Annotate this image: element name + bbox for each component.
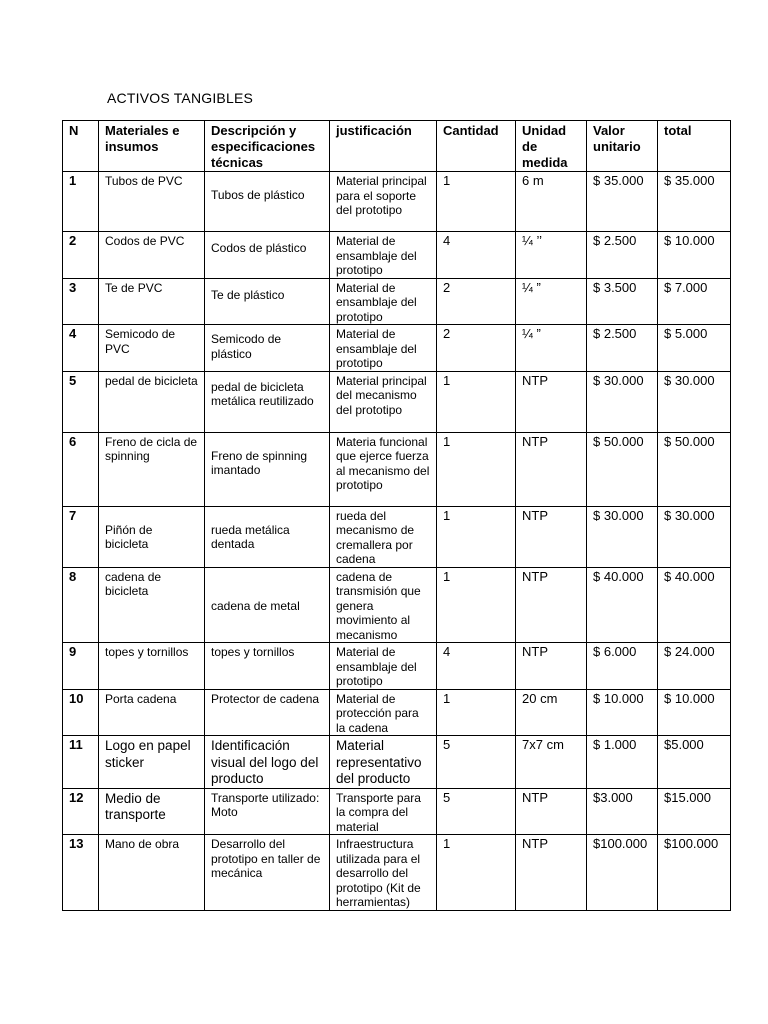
cell-descripcion <box>205 432 330 506</box>
cell-valor: $ 3.500 <box>587 278 658 325</box>
cell-valor: $3.000 <box>587 788 658 835</box>
cell-justificacion: Material de ensamblaje del prototipo <box>330 232 437 279</box>
cell-cantidad: 1 <box>437 432 516 506</box>
cell-unidad: 20 cm <box>516 689 587 736</box>
cell-n: 1 <box>63 172 99 232</box>
cell-unidad: ¼ ” <box>516 278 587 325</box>
cell-descripcion-text: cadena de metal <box>211 598 300 613</box>
cell-descripcion: Identificación visual del logo del producto <box>205 736 330 789</box>
header-justificacion: justificación <box>330 121 437 172</box>
cell-n: 5 <box>63 371 99 432</box>
cell-justificacion: rueda del mecanismo de cremallera por cadena <box>330 506 437 567</box>
cell-justificacion: Transporte para la compra del material <box>330 788 437 835</box>
cell-descripcion <box>205 278 330 325</box>
cell-descripcion: Transporte utilizado: Moto <box>205 788 330 835</box>
cell-justificacion: Material representativo del producto <box>330 736 437 789</box>
cell-descripcion-text: Codos de plástico <box>211 241 307 255</box>
cell-material: Medio de transporte <box>99 788 205 835</box>
cell-n: 10 <box>63 689 99 736</box>
cell-descripcion-text: Freno de spinning imantado <box>211 448 308 477</box>
header-n: N <box>63 121 99 172</box>
cell-valor: $ 10.000 <box>587 689 658 736</box>
header-materiales: Materiales e insumos <box>99 121 205 172</box>
table-row <box>63 643 731 690</box>
cell-valor: $ 6.000 <box>587 643 658 690</box>
cell-valor: $ 50.000 <box>587 432 658 506</box>
cell-cantidad: 1 <box>437 835 516 911</box>
cell-material: Te de PVC <box>99 278 205 325</box>
header-descripcion: Descripción y especificaciones técnicas <box>205 121 330 172</box>
cell-descripcion <box>205 371 330 432</box>
header-unidad: Unidad de medida <box>516 121 587 172</box>
cell-total: $ 7.000 <box>658 278 731 325</box>
cell-valor: $ 30.000 <box>587 506 658 567</box>
table-row <box>63 835 731 911</box>
cell-valor: $ 35.000 <box>587 172 658 232</box>
cell-n: 2 <box>63 232 99 279</box>
cell-total: $ 10.000 <box>658 232 731 279</box>
cell-unidad: NTP <box>516 835 587 911</box>
cell-valor: $100.000 <box>587 835 658 911</box>
cell-total: $ 30.000 <box>658 371 731 432</box>
cell-unidad: NTP <box>516 432 587 506</box>
cell-descripcion-text: rueda metálica dentada <box>211 522 290 551</box>
cell-unidad: 7x7 cm <box>516 736 587 789</box>
cell-total: $ 10.000 <box>658 689 731 736</box>
cell-total: $5.000 <box>658 736 731 789</box>
cell-total: $ 5.000 <box>658 325 731 372</box>
cell-n: 7 <box>63 506 99 567</box>
cell-descripcion <box>205 232 330 279</box>
cell-total: $ 50.000 <box>658 432 731 506</box>
table-row <box>63 172 731 232</box>
header-valor: Valor unitario <box>587 121 658 172</box>
cell-material: Logo en papel sticker <box>99 736 205 789</box>
cell-cantidad: 2 <box>437 278 516 325</box>
cell-justificacion: Material de ensamblaje del prototipo <box>330 278 437 325</box>
cell-n: 9 <box>63 643 99 690</box>
cell-total: $ 35.000 <box>658 172 731 232</box>
header-total: total <box>658 121 731 172</box>
cell-cantidad: 5 <box>437 736 516 789</box>
cell-unidad: NTP <box>516 643 587 690</box>
cell-descripcion: Semicodo de plástico <box>205 325 330 372</box>
cell-total: $ 24.000 <box>658 643 731 690</box>
cell-justificacion: Material de ensamblaje del prototipo <box>330 325 437 372</box>
cell-material: Tubos de PVC <box>99 172 205 232</box>
cell-total: $ 40.000 <box>658 567 731 643</box>
cell-valor: $ 1.000 <box>587 736 658 789</box>
cell-justificacion: Material de ensamblaje del prototipo <box>330 643 437 690</box>
table-header-row <box>63 121 731 172</box>
cell-unidad: NTP <box>516 371 587 432</box>
assets-table <box>62 120 731 911</box>
cell-material: Semicodo de PVC <box>99 325 205 372</box>
cell-material: pedal de bicicleta <box>99 371 205 432</box>
cell-descripcion-text: Te de plástico <box>211 287 285 302</box>
cell-descripcion <box>205 506 330 567</box>
cell-unidad: ¼ ” <box>516 325 587 372</box>
cell-n: 8 <box>63 567 99 643</box>
cell-cantidad: 5 <box>437 788 516 835</box>
cell-n: 11 <box>63 736 99 789</box>
cell-unidad: NTP <box>516 567 587 643</box>
document-title: ACTIVOS TANGIBLES <box>107 90 254 106</box>
cell-descripcion-text: Tubos de plástico <box>211 188 305 202</box>
table-row <box>63 232 731 279</box>
cell-justificacion: cadena de transmisión que genera movimiento al mecanismo <box>330 567 437 643</box>
cell-descripcion: Desarrollo del prototipo en taller de mecánica <box>205 835 330 911</box>
cell-unidad: 6 m <box>516 172 587 232</box>
table-row <box>63 736 731 789</box>
cell-n: 3 <box>63 278 99 325</box>
cell-material: topes y tornillos <box>99 643 205 690</box>
cell-material: Mano de obra <box>99 835 205 911</box>
table-row <box>63 788 731 835</box>
cell-justificacion: Material de protección para la cadena <box>330 689 437 736</box>
cell-total: $ 30.000 <box>658 506 731 567</box>
cell-cantidad: 2 <box>437 325 516 372</box>
cell-material-text: Piñón de bicicleta <box>105 522 153 551</box>
cell-cantidad: 1 <box>437 172 516 232</box>
cell-cantidad: 1 <box>437 506 516 567</box>
table-row <box>63 278 731 325</box>
cell-material: Codos de PVC <box>99 232 205 279</box>
cell-cantidad: 4 <box>437 232 516 279</box>
cell-cantidad: 1 <box>437 567 516 643</box>
cell-descripcion-text: pedal de bicicleta metálica reutilizado <box>211 379 314 408</box>
cell-valor: $ 40.000 <box>587 567 658 643</box>
cell-n: 4 <box>63 325 99 372</box>
cell-justificacion: Material principal del mecanismo del prototipo <box>330 371 437 432</box>
cell-total: $100.000 <box>658 835 731 911</box>
cell-unidad: NTP <box>516 506 587 567</box>
cell-descripcion: topes y tornillos <box>205 643 330 690</box>
cell-material: Freno de cicla de spinning <box>99 432 205 506</box>
cell-descripcion <box>205 567 330 643</box>
table-row <box>63 567 731 643</box>
cell-justificacion: Material principal para el soporte del prototipo <box>330 172 437 232</box>
cell-valor: $ 2.500 <box>587 232 658 279</box>
table-row <box>63 432 731 506</box>
cell-cantidad: 4 <box>437 643 516 690</box>
cell-unidad: ¼ ’’ <box>516 232 587 279</box>
cell-justificacion: Infraestructura utilizada para el desarrollo del prototipo (Kit de herramientas) <box>330 835 437 911</box>
cell-descripcion <box>205 172 330 232</box>
cell-justificacion: Materia funcional que ejerce fuerza al mecanismo del prototipo <box>330 432 437 506</box>
cell-n: 6 <box>63 432 99 506</box>
cell-cantidad: 1 <box>437 689 516 736</box>
cell-material: Porta cadena <box>99 689 205 736</box>
cell-material: cadena de bicicleta <box>99 567 205 643</box>
table-row <box>63 506 731 567</box>
cell-descripcion: Protector de cadena <box>205 689 330 736</box>
table-row <box>63 325 731 372</box>
cell-n: 12 <box>63 788 99 835</box>
cell-cantidad: 1 <box>437 371 516 432</box>
table-row <box>63 371 731 432</box>
header-cantidad: Cantidad <box>437 121 516 172</box>
table-row <box>63 689 731 736</box>
cell-n: 13 <box>63 835 99 911</box>
cell-valor: $ 2.500 <box>587 325 658 372</box>
cell-material <box>99 506 205 567</box>
cell-unidad: NTP <box>516 788 587 835</box>
cell-total: $15.000 <box>658 788 731 835</box>
cell-valor: $ 30.000 <box>587 371 658 432</box>
